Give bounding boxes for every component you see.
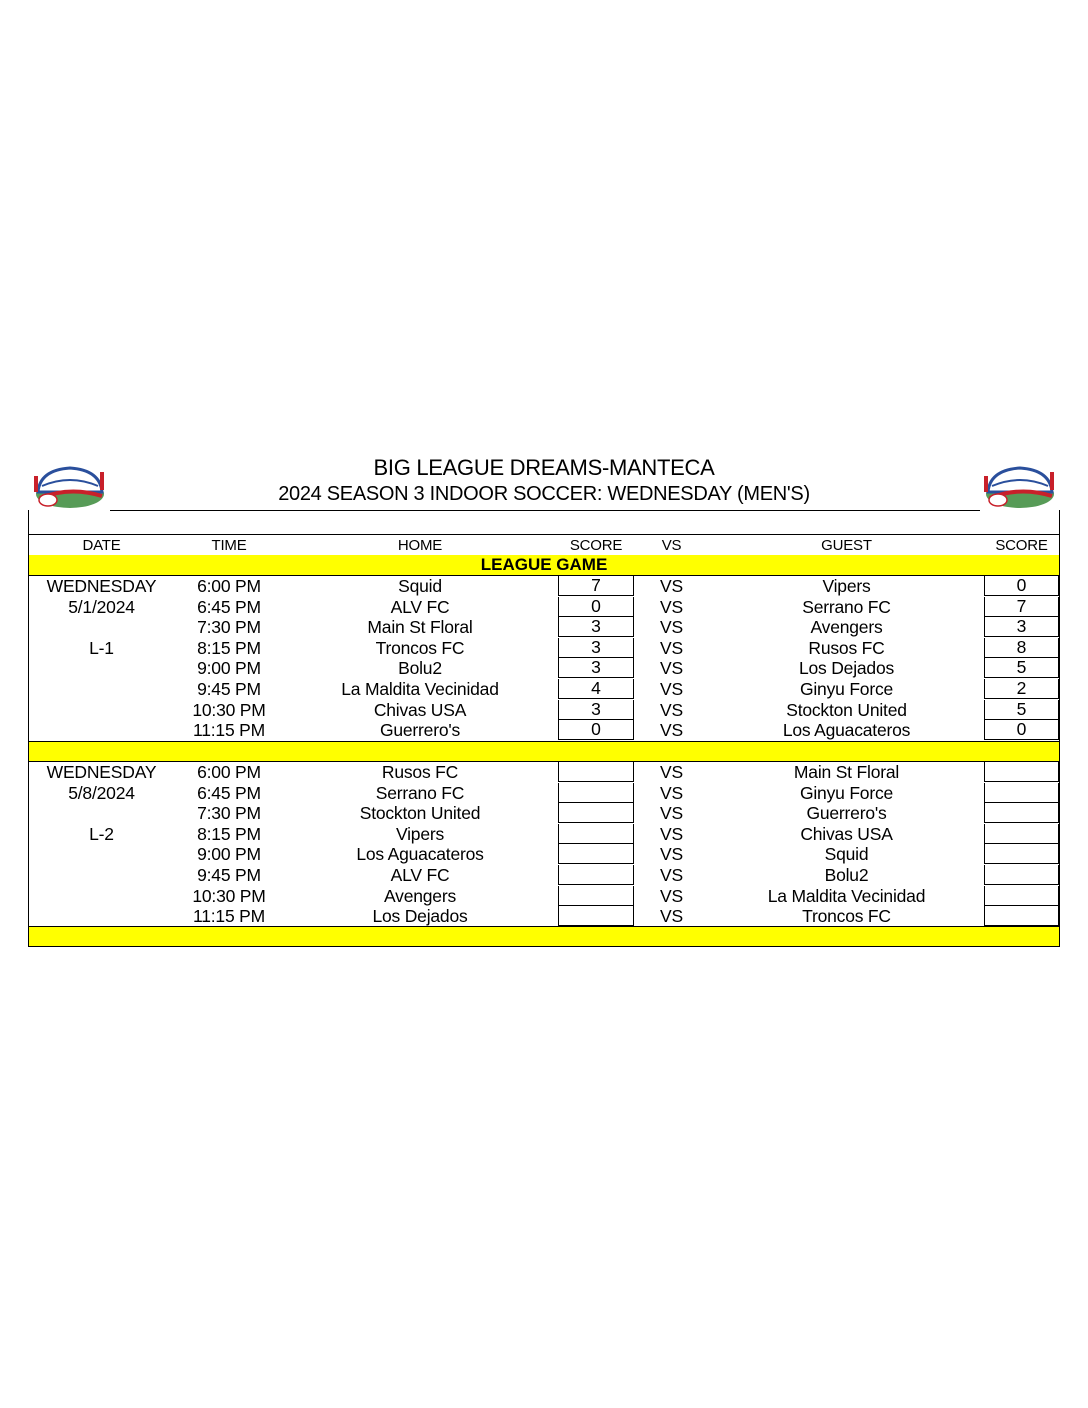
guest-team: Chivas USA	[800, 823, 893, 844]
home-score-box: 3	[558, 700, 634, 720]
guest-team: Ginyu Force	[799, 782, 894, 803]
home-team: Los Dejados	[372, 906, 468, 927]
home-team: Stockton United	[359, 803, 481, 824]
home-team: Chivas USA	[373, 699, 467, 720]
guest-score-box: 0	[984, 576, 1059, 596]
game-row	[29, 783, 1059, 803]
vs-label: VS	[660, 823, 683, 844]
guest-team: Serrano FC	[802, 596, 891, 617]
game-time: 11:15 PM	[192, 720, 265, 741]
home-score-box	[558, 824, 634, 844]
game-row	[29, 700, 1059, 720]
guest-score-box	[984, 783, 1059, 803]
game-row	[29, 762, 1059, 782]
guest-score-box	[984, 906, 1059, 926]
guest-team: Los Aguacateros	[782, 720, 911, 741]
game-row	[29, 576, 1059, 596]
guest-score-box: 3	[984, 617, 1059, 637]
guest-score-box: 5	[984, 700, 1059, 720]
guest-team: Guerrero's	[806, 803, 887, 824]
home-score-box: 7	[558, 576, 634, 596]
guest-team: Squid	[824, 844, 869, 865]
col-vs: VS	[661, 537, 682, 554]
guest-team: Stockton United	[786, 699, 907, 720]
guest-team: Bolu2	[824, 865, 869, 885]
home-score-box: 4	[558, 679, 634, 699]
vs-label: VS	[660, 720, 683, 741]
guest-score-box	[984, 762, 1059, 782]
home-team: Troncos FC	[375, 637, 465, 658]
home-score-box	[558, 783, 634, 803]
vs-label: VS	[660, 803, 683, 824]
home-team: Serrano FC	[375, 782, 465, 803]
bottom-separator	[29, 926, 1059, 947]
vs-label: VS	[660, 617, 683, 638]
vs-label: VS	[660, 699, 683, 720]
game-time: 11:15 PM	[192, 906, 265, 927]
guest-score-box: 7	[984, 597, 1059, 617]
guest-score-box: 8	[984, 638, 1059, 658]
vs-label: VS	[660, 637, 683, 658]
vs-label: VS	[660, 658, 683, 679]
game-row	[29, 679, 1059, 699]
week-separator	[29, 741, 1059, 762]
col-time: TIME	[211, 537, 247, 554]
guest-team: Avengers	[810, 617, 883, 638]
col-date: DATE	[82, 537, 121, 554]
game-time: 6:45 PM	[197, 596, 261, 617]
game-row	[29, 617, 1059, 637]
game-row	[29, 720, 1059, 740]
game-time: 8:15 PM	[197, 823, 261, 844]
vs-label: VS	[660, 906, 683, 927]
game-row	[29, 658, 1059, 678]
game-time: 10:30 PM	[192, 699, 266, 720]
home-score-box: 0	[558, 597, 634, 617]
game-row	[29, 906, 1059, 926]
home-team: Squid	[398, 576, 442, 596]
vs-label: VS	[660, 679, 683, 699]
guest-team: Los Dejados	[798, 658, 895, 679]
home-score-box: 3	[558, 638, 634, 658]
home-score-box	[558, 886, 634, 906]
game-row	[29, 638, 1059, 658]
vs-label: VS	[660, 885, 683, 906]
column-header-row	[29, 534, 1059, 556]
game-row	[29, 597, 1059, 617]
home-team: Rusos FC	[381, 762, 459, 782]
col-guest: GUEST	[821, 537, 872, 554]
home-team: Bolu2	[398, 658, 442, 679]
game-date: 5/8/2024	[68, 782, 135, 803]
page-title: BIG LEAGUE DREAMS-MANTECA	[373, 455, 715, 480]
game-time: 6:45 PM	[197, 782, 261, 803]
league-code: L-1	[89, 637, 114, 658]
home-team: Avengers	[383, 885, 456, 906]
home-score-box: 3	[558, 617, 634, 637]
game-time: 9:45 PM	[197, 679, 261, 699]
game-row	[29, 824, 1059, 844]
home-score-box	[558, 803, 634, 823]
game-time: 6:00 PM	[197, 762, 261, 782]
vs-label: VS	[660, 844, 683, 865]
col-home-score: SCORE	[569, 537, 623, 554]
home-score-box	[558, 844, 634, 864]
home-score-box: 3	[558, 658, 634, 678]
game-row	[29, 803, 1059, 823]
game-time: 7:30 PM	[197, 617, 261, 638]
guest-score-box	[984, 865, 1059, 885]
guest-score-box	[984, 824, 1059, 844]
col-guest-score: SCORE	[995, 537, 1048, 554]
page-subtitle: 2024 SEASON 3 INDOOR SOCCER: WEDNESDAY (MEN'S)	[278, 483, 810, 505]
guest-team: La Maldita Vecinidad	[767, 885, 926, 906]
game-day: WEDNESDAY	[46, 576, 157, 596]
game-row	[29, 886, 1059, 906]
section-label-league-game: LEAGUE GAME	[29, 555, 1059, 576]
guest-score-box	[984, 844, 1059, 864]
home-team: ALV FC	[390, 596, 450, 617]
home-team: Guerrero's	[379, 720, 461, 741]
home-score-box: 0	[558, 720, 634, 740]
vs-label: VS	[660, 762, 683, 782]
guest-team: Ginyu Force	[799, 679, 894, 699]
home-team: Los Aguacateros	[356, 844, 484, 865]
home-score-box	[558, 762, 634, 782]
home-score-box	[558, 906, 634, 926]
guest-team: Main St Floral	[793, 762, 900, 782]
game-row	[29, 844, 1059, 864]
guest-team: Rusos FC	[808, 637, 885, 658]
guest-score-box	[984, 803, 1059, 823]
home-team: Vipers	[395, 823, 445, 844]
game-day: WEDNESDAY	[46, 762, 157, 782]
home-team: Main St Floral	[367, 617, 473, 638]
game-time: 10:30 PM	[192, 885, 266, 906]
game-time: 9:00 PM	[197, 844, 261, 865]
game-time: 9:00 PM	[197, 658, 261, 679]
game-date: 5/1/2024	[68, 596, 135, 617]
guest-team: Troncos FC	[802, 906, 891, 927]
vs-label: VS	[660, 865, 683, 885]
game-time: 6:00 PM	[197, 576, 261, 596]
home-team: La Maldita Vecinidad	[341, 679, 499, 699]
game-time: 7:30 PM	[197, 803, 261, 824]
game-row	[29, 865, 1059, 885]
guest-score-box	[984, 886, 1059, 906]
guest-score-box: 2	[984, 679, 1059, 699]
vs-label: VS	[660, 596, 683, 617]
guest-score-box: 5	[984, 658, 1059, 678]
vs-label: VS	[660, 576, 683, 596]
home-score-box	[558, 865, 634, 885]
game-time: 9:45 PM	[197, 865, 261, 885]
vs-label: VS	[660, 782, 683, 803]
home-team: ALV FC	[390, 865, 450, 885]
league-code: L-2	[89, 823, 114, 844]
guest-team: Vipers	[822, 576, 871, 596]
col-home: HOME	[397, 537, 443, 554]
guest-score-box: 0	[984, 720, 1059, 740]
game-time: 8:15 PM	[197, 637, 261, 658]
